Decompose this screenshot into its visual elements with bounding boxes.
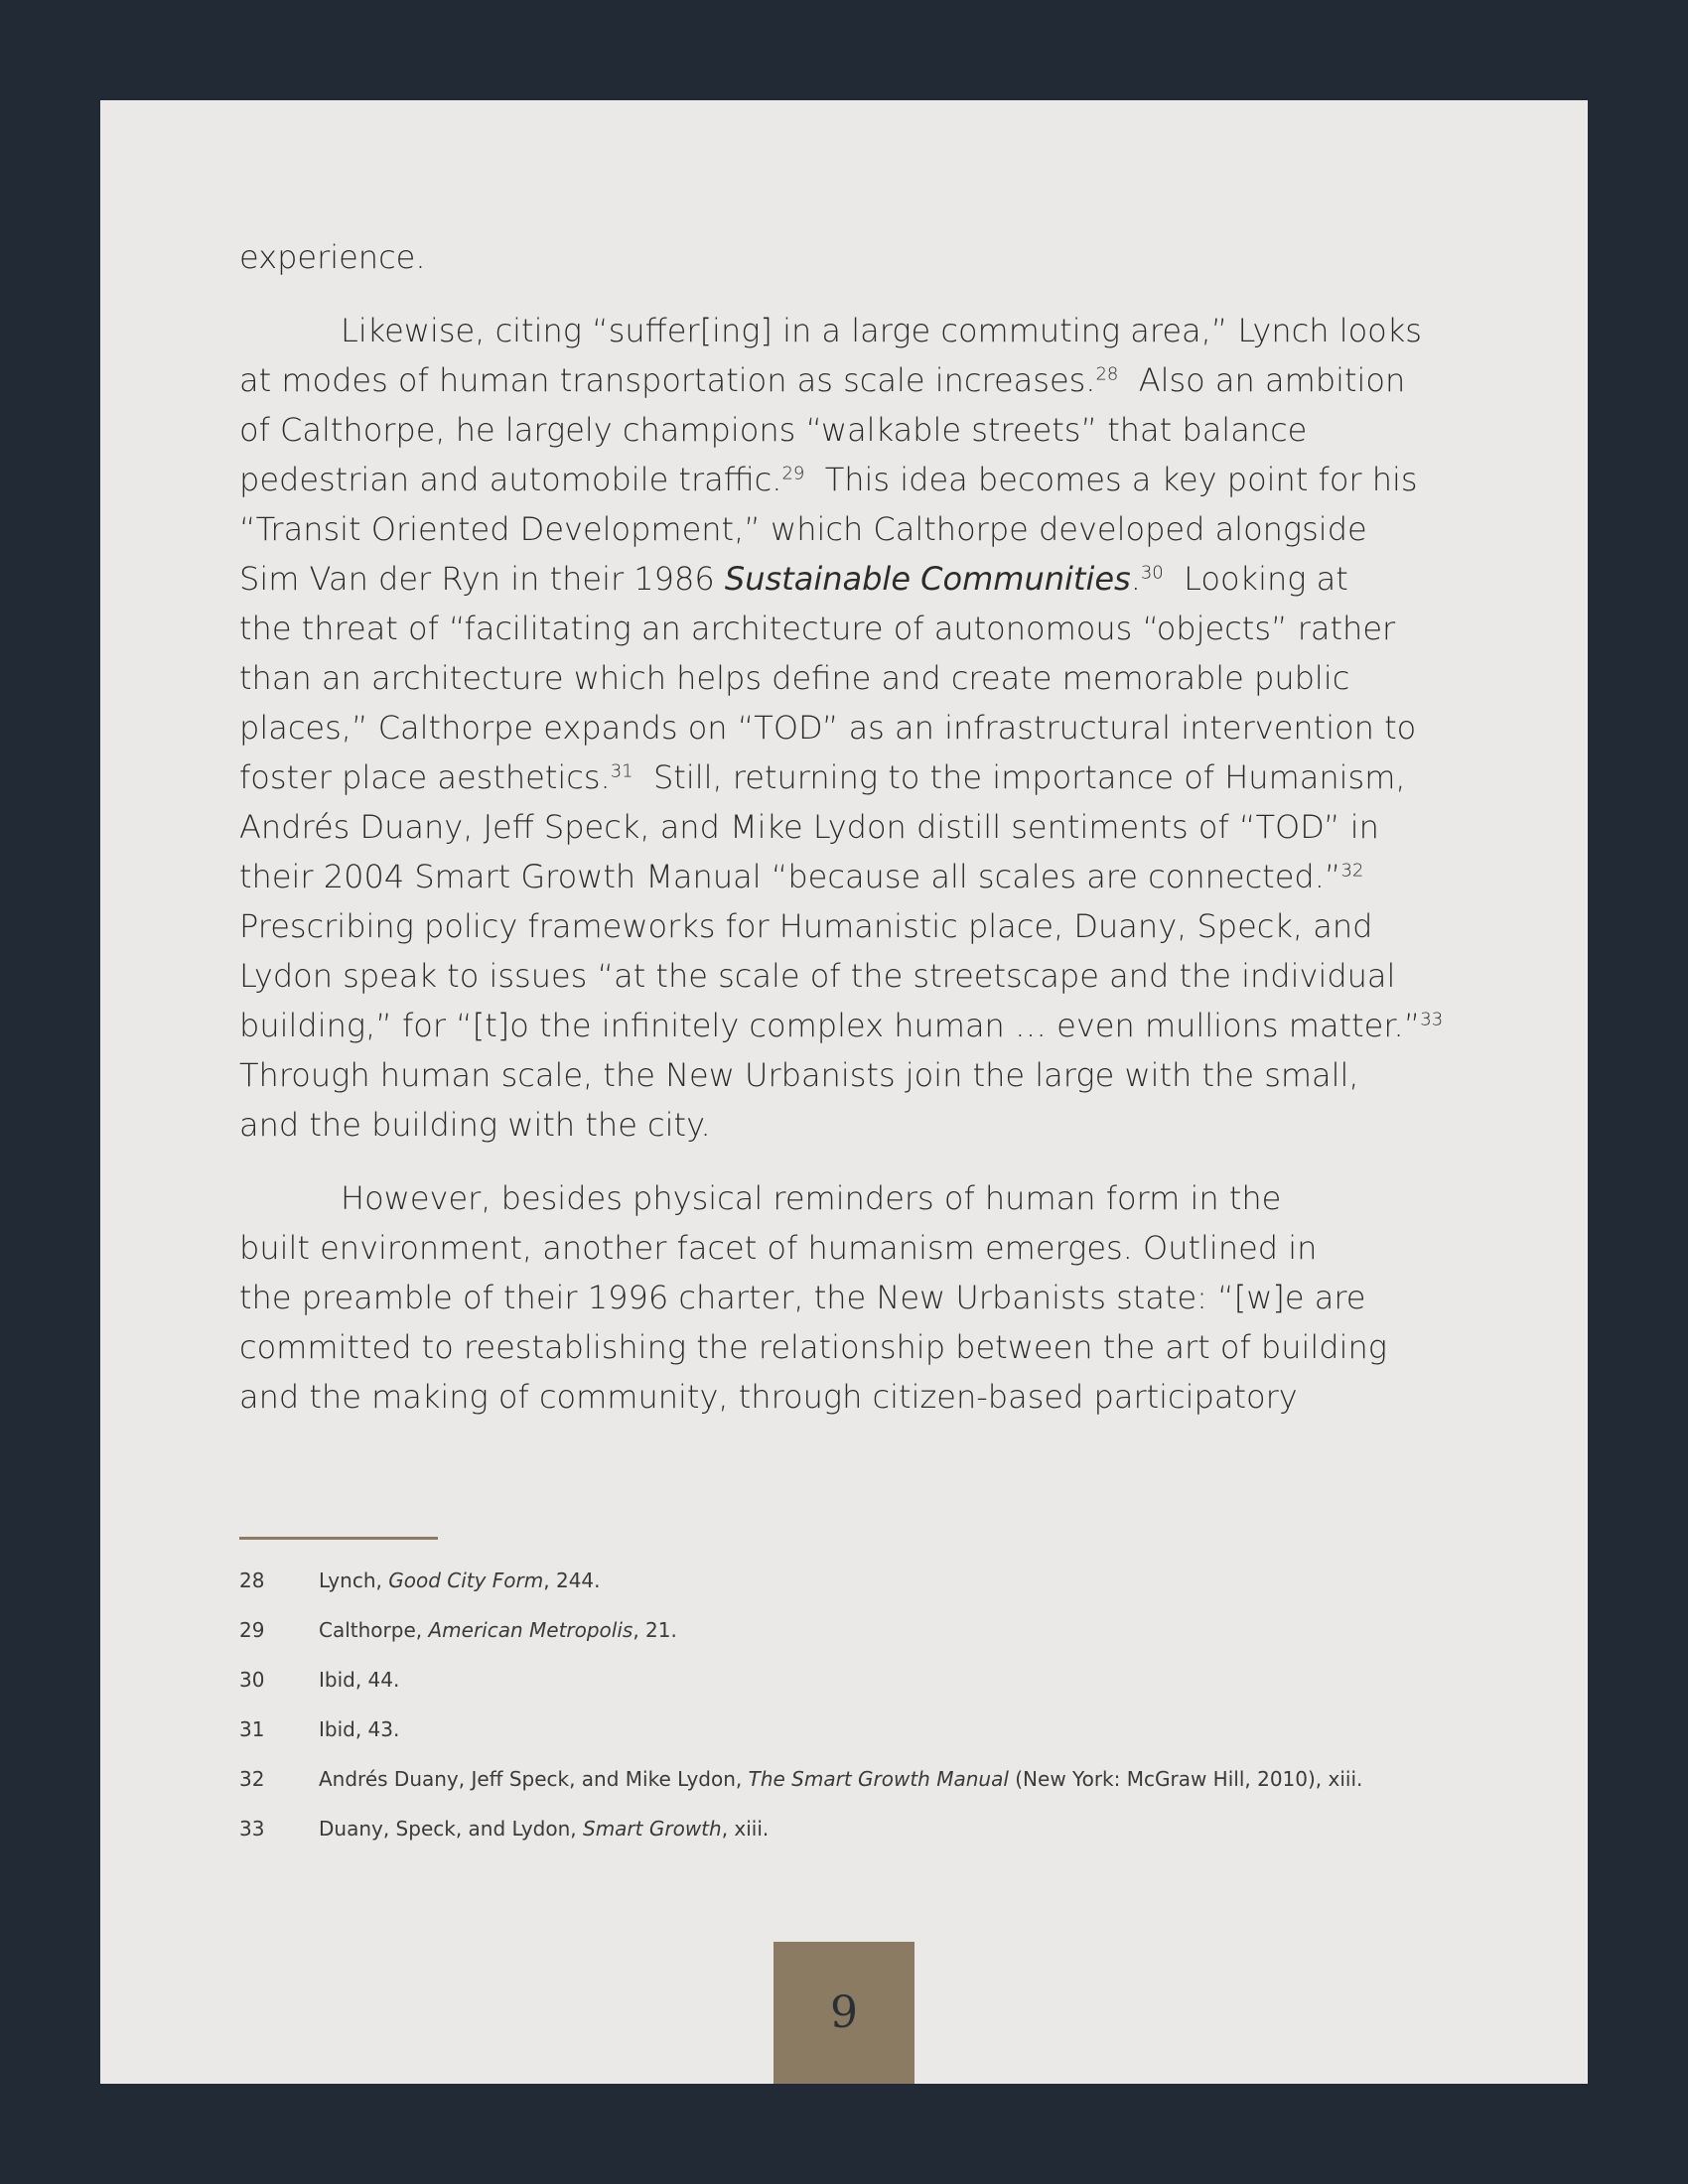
footnote-29 <box>239 1605 1471 1655</box>
footnote-ref-28[interactable]: 28 <box>1095 363 1119 385</box>
footnote-title: The Smart Growth Manual <box>748 1767 1009 1791</box>
text-line: However, besides physical reminders of human form in the <box>341 1179 1282 1217</box>
text-segment: pedestrian and automobile traffic. <box>239 461 782 498</box>
text-segment: This idea becomes a key point for his <box>804 461 1418 498</box>
footnote-number: 30 <box>239 1668 265 1692</box>
footnote-30 <box>239 1655 1471 1705</box>
text-line: “Transit Oriented Development,” which Calthorpe developed alongside <box>239 510 1367 548</box>
text-line <box>239 1001 1471 1050</box>
text-line: Andrés Duany, Jeff Speck, and Mike Lydon distill sentiments of “TOD” in <box>239 808 1379 846</box>
text-line: experience. <box>239 238 426 276</box>
text-line: built environment, another facet of humanism emerges. Outlined in <box>239 1229 1318 1267</box>
text-segment: foster place aesthetics. <box>239 758 611 796</box>
text-line: and the making of community, through citizen-based participatory <box>239 1378 1298 1416</box>
footnote-title: American Metropolis <box>428 1618 633 1642</box>
footnote-ref-29[interactable]: 29 <box>781 463 805 484</box>
footnote-number: 28 <box>239 1569 265 1592</box>
footnote-33 <box>239 1804 1471 1853</box>
text-segment: Sim Van der Ryn in their 1986 <box>239 560 725 598</box>
page-number-badge <box>774 1942 914 2084</box>
text-line: places,” Calthorpe expands on “TOD” as an infrastructural intervention to <box>239 709 1417 747</box>
footnote-title: Good City Form <box>388 1569 544 1592</box>
page <box>100 100 1588 2084</box>
footnote-ref-30[interactable]: 30 <box>1140 562 1164 584</box>
footnote-ref-31[interactable]: 31 <box>610 760 633 782</box>
footnote-number: 31 <box>239 1717 265 1741</box>
footnote-title: Smart Growth <box>583 1817 722 1841</box>
book-title: Sustainable Communities <box>724 560 1131 598</box>
text-segment: at modes of human transportation as scale increases. <box>239 361 1096 399</box>
footnote-text <box>319 1804 769 1853</box>
text-line: and the building with the city. <box>239 1106 711 1144</box>
footnotes <box>239 1556 1471 1853</box>
footnote-text <box>319 1705 399 1754</box>
footnote-segment: , xiii. <box>721 1817 770 1841</box>
text-line: the preamble of their 1996 charter, the New Urbanists state: “[w]e are <box>239 1279 1366 1316</box>
footnote-text <box>319 1605 677 1655</box>
text-line <box>239 752 1471 802</box>
paragraph-1 <box>239 232 1471 282</box>
footnote-number: 29 <box>239 1618 265 1642</box>
text-line <box>239 554 1471 604</box>
text-line <box>239 355 1471 405</box>
text-segment: building,” for “[t]o the infinitely complex human … even mullions matter.” <box>239 1007 1421 1044</box>
text-line: Prescribing policy frameworks for Humanistic place, Duany, Speck, and <box>239 907 1373 945</box>
text-segment: Looking at <box>1163 560 1348 598</box>
body-text <box>239 232 1471 1445</box>
text-line: Through human scale, the New Urbanists join the large with the small, <box>239 1056 1359 1094</box>
footnote-number: 32 <box>239 1767 265 1791</box>
text-line: committed to reestablishing the relationship between the art of building <box>239 1328 1387 1366</box>
footnote-ref-33[interactable]: 33 <box>1420 1009 1444 1030</box>
footnote-text <box>319 1754 1362 1804</box>
footnote-28 <box>239 1556 1471 1605</box>
footnote-segment: Ibid, 44. <box>319 1668 400 1692</box>
footnote-segment: Andrés Duany, Jeff Speck, and Mike Lydon, <box>319 1767 749 1791</box>
footnote-segment: , 21. <box>633 1618 677 1642</box>
text-line <box>239 852 1471 901</box>
footnote-segment: Duany, Speck, and Lydon, <box>319 1817 583 1841</box>
text-segment: their 2004 Smart Growth Manual “because all scales are connected.” <box>239 858 1341 895</box>
footnote-number: 33 <box>239 1817 265 1841</box>
paragraph-3 <box>239 1173 1471 1422</box>
paragraph-2 <box>239 306 1471 1150</box>
text-line: of Calthorpe, he largely champions “walkable streets” that balance <box>239 411 1308 449</box>
text-segment: . <box>1130 560 1141 598</box>
footnote-text <box>319 1655 399 1705</box>
footnote-segment: (New York: McGraw Hill, 2010), xiii. <box>1008 1767 1363 1791</box>
text-segment: Still, returning to the importance of Humanism, <box>633 758 1406 796</box>
footnote-32 <box>239 1754 1471 1804</box>
footnote-segment: Ibid, 43. <box>319 1717 400 1741</box>
text-line: the threat of “facilitating an architecture of autonomous “objects” rather <box>239 610 1396 647</box>
text-line <box>239 455 1471 504</box>
footnote-ref-32[interactable]: 32 <box>1340 860 1364 882</box>
text-line: than an architecture which helps define and create memorable public <box>239 659 1350 697</box>
text-line: Lydon speak to issues “at the scale of the streetscape and the individual <box>239 957 1396 995</box>
footnote-text <box>319 1556 601 1605</box>
footnote-divider <box>239 1537 438 1540</box>
text-line: Likewise, citing “suffer[ing] in a large commuting area,” Lynch looks <box>341 312 1422 349</box>
footnote-31 <box>239 1705 1471 1754</box>
page-number: 9 <box>830 1987 858 2038</box>
footnote-segment: , 244. <box>543 1569 601 1592</box>
text-segment: Also an ambition <box>1118 361 1406 399</box>
footnote-segment: Calthorpe, <box>319 1618 429 1642</box>
footnote-segment: Lynch, <box>319 1569 389 1592</box>
